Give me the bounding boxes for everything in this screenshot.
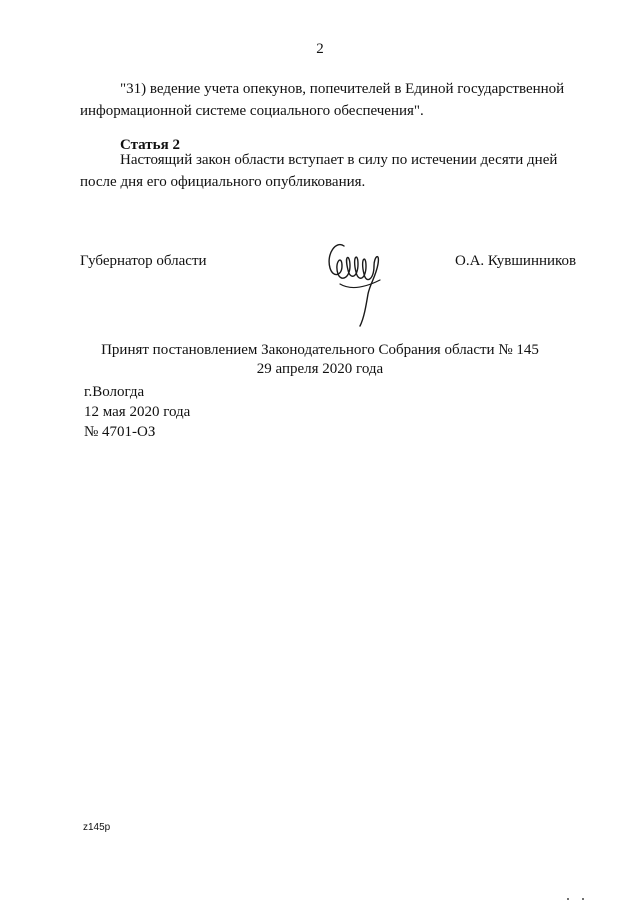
scan-speck (582, 898, 584, 900)
article-line-2: после дня его официального опубликования. (80, 174, 366, 190)
adoption-note (0, 341, 640, 379)
signer-name: О.А. Кувшинников (455, 253, 577, 269)
adoption-line-1: Принят постановлением Законодательного Собрания области № 145 (101, 342, 539, 358)
signer-title: Губернатор области (80, 253, 207, 269)
article-body (80, 149, 584, 193)
handwritten-signature-icon (320, 234, 400, 330)
amendment-paragraph (80, 78, 584, 122)
page-number: 2 (316, 41, 324, 57)
scan-speck (567, 898, 569, 900)
article-heading: Статья 2 (120, 137, 180, 153)
law-number: № 4701-ОЗ (84, 424, 156, 440)
document-code: z145p (83, 822, 111, 833)
city: г.Вологда (84, 384, 145, 400)
article-line-1: Настоящий закон области вступает в силу по истечении десяти дней (120, 152, 558, 168)
law-date: 12 мая 2020 года (84, 404, 191, 420)
place-date-number (84, 382, 190, 442)
adoption-line-2: 29 апреля 2020 года (256, 361, 384, 377)
amendment-line-2: информационной системе социального обеспечения". (80, 103, 424, 119)
amendment-line-1: "31) ведение учета опекунов, попечителей в Единой государственной (120, 81, 565, 97)
